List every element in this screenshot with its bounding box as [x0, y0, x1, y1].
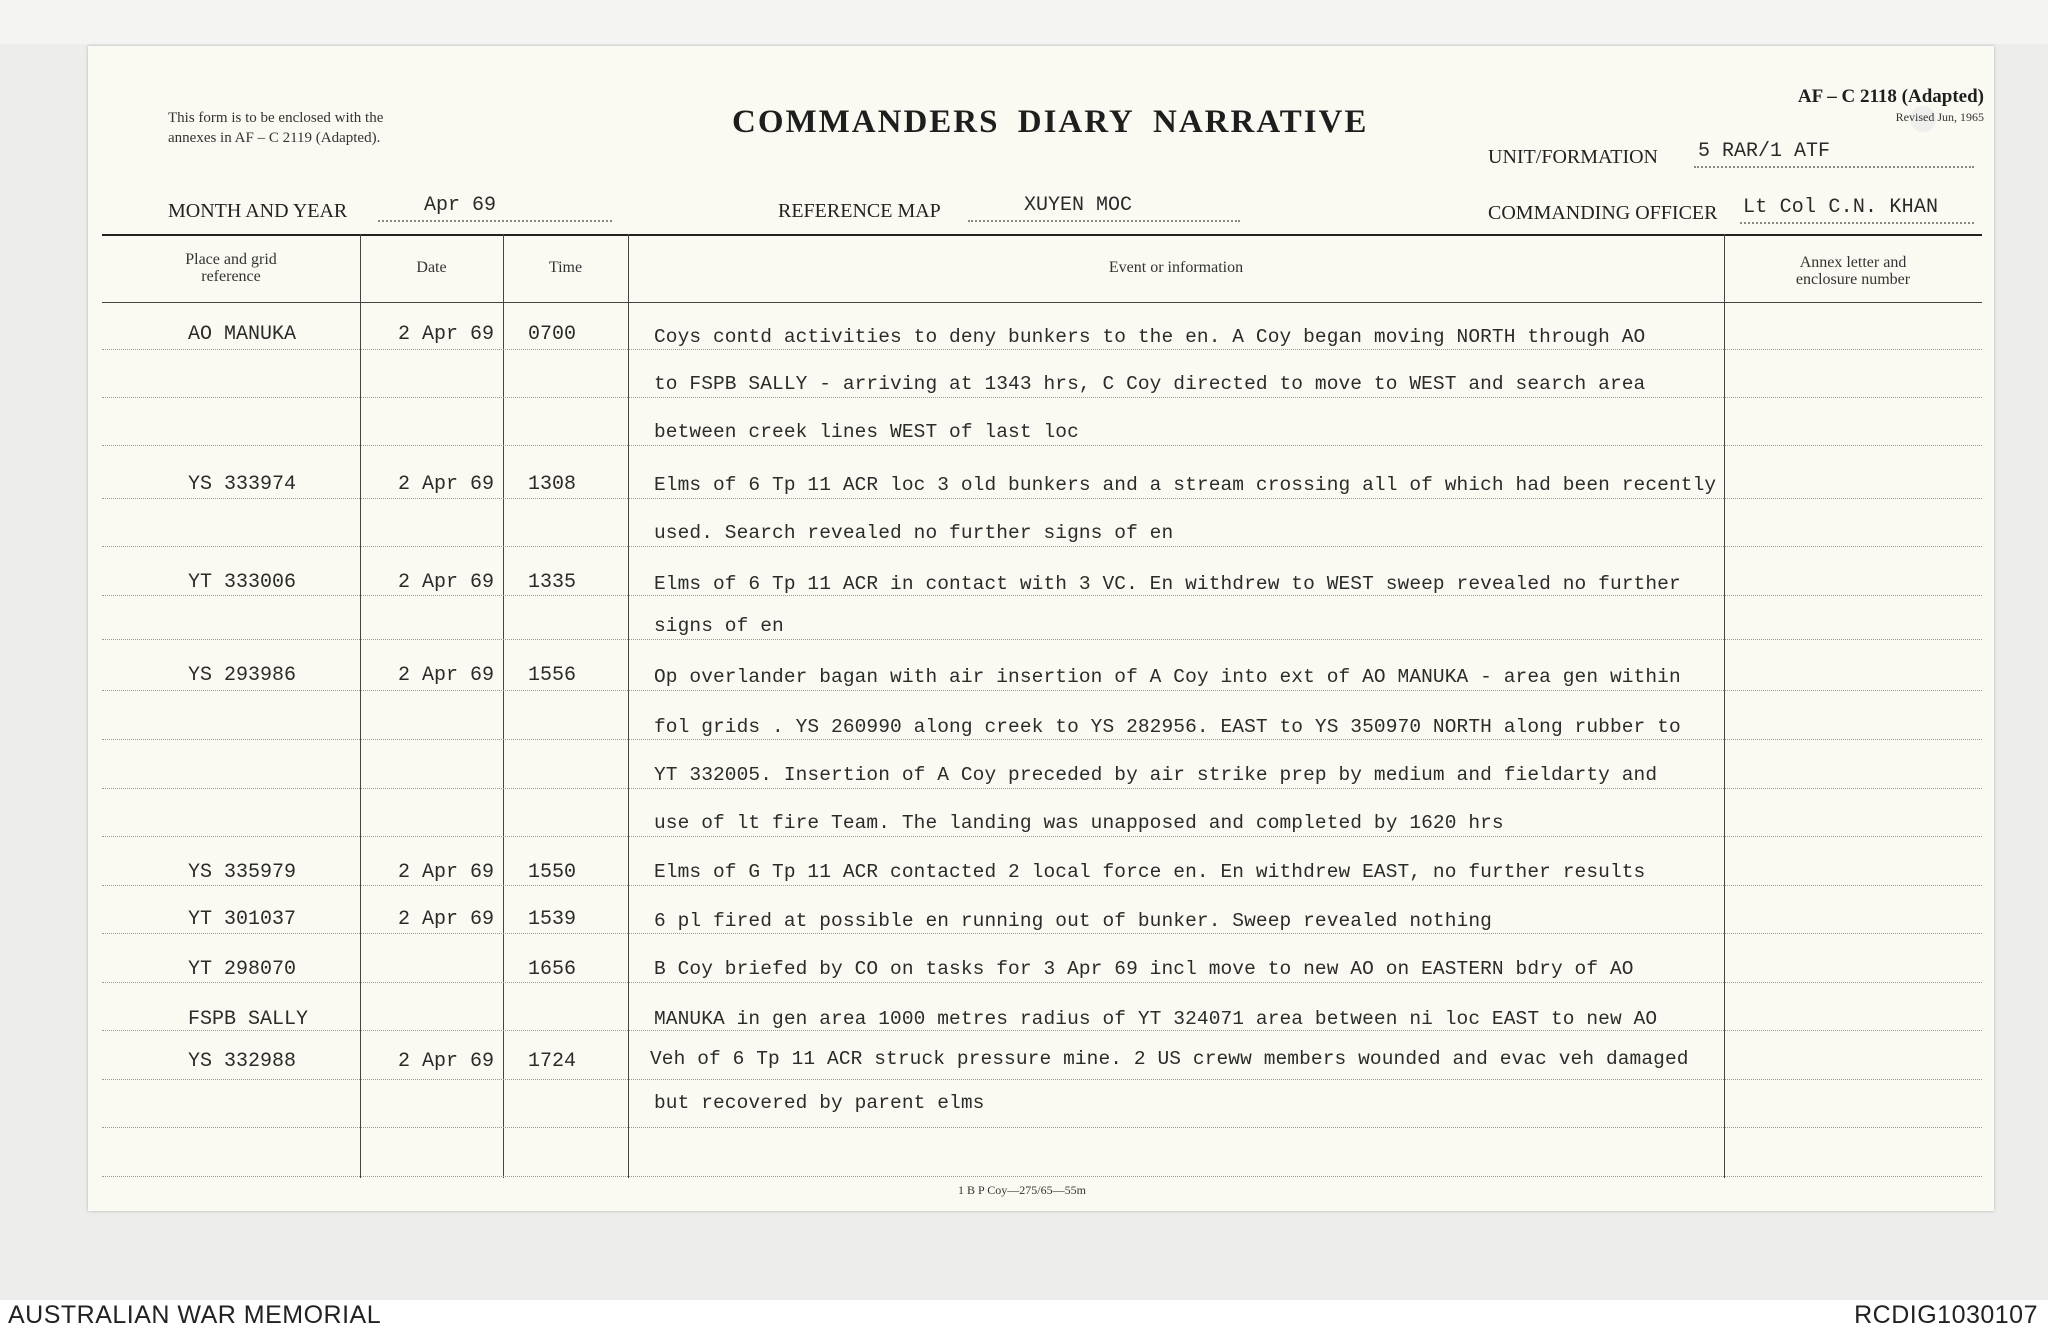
reference-map-dotted-line: [968, 220, 1240, 222]
column-head-annex-line-2: enclosure number: [1795, 271, 1911, 288]
entry-time: 1724: [528, 1050, 577, 1073]
entry-event-line: Coys contd activities to deny bunkers to the en. A Coy began moving NORTH through AO: [654, 326, 1646, 348]
unit-dotted-line: [1694, 166, 1974, 168]
entry-event-line: between creek lines WEST of last loc: [654, 421, 1079, 443]
column-head-place-line-1: Place and grid: [185, 251, 277, 268]
ruled-line: [102, 445, 1982, 446]
entry-place: YS 333974: [188, 473, 297, 496]
entry-event-line: Elms of 6 Tp 11 ACR in contact with 3 VC. En withdrew to WEST sweep revealed no further: [654, 573, 1681, 595]
entry-date: 2 Apr 69: [398, 908, 495, 931]
entry-event-line: Elms of 6 Tp 11 ACR loc 3 old bunkers and a stream crossing all of which had been recently: [654, 474, 1717, 496]
ruled-line: [102, 885, 1982, 886]
entry-event-line: use of lt fire Team. The landing was unapposed and completed by 1620 hrs: [654, 812, 1504, 834]
ruled-line: [102, 1030, 1982, 1031]
entry-place: FSPB SALLY: [188, 1008, 309, 1031]
table-header-rule: [102, 302, 1982, 303]
entry-event-line: fol grids . YS 260990 along creek to YS 282956. EAST to YS 350970 NORTH along rubber to: [654, 716, 1681, 738]
title-word-3: NARRATIVE: [1153, 104, 1369, 140]
entry-date: 2 Apr 69: [398, 473, 495, 496]
title-word-1: COMMANDERS: [732, 104, 1000, 140]
entry-event-line: Op overlander bagan with air insertion of A Coy into ext of AO MANUKA - area gen within: [654, 666, 1681, 688]
ruled-line: [102, 639, 1982, 640]
reference-map-label: REFERENCE MAP: [778, 200, 941, 222]
entry-date: 2 Apr 69: [398, 1050, 495, 1073]
unit-value: 5 RAR/1 ATF: [1698, 140, 1831, 163]
entry-place: YT 333006: [188, 571, 297, 594]
ruled-line: [102, 788, 1982, 789]
archive-caption-bar: [0, 1300, 2048, 1333]
column-head-annex: [1724, 254, 1982, 288]
entry-time: 1550: [528, 861, 577, 884]
column-divider-4: [1724, 234, 1725, 1178]
reference-map-value: XUYEN MOC: [1024, 194, 1133, 217]
title-word-2: DIARY: [1017, 104, 1135, 140]
entry-time: 0700: [528, 323, 577, 346]
ruled-line: [102, 397, 1982, 398]
commanding-officer-value: Lt Col C.N. KHAN: [1743, 196, 1939, 219]
column-divider-2: [503, 234, 504, 1178]
entry-time: 1556: [528, 664, 577, 687]
column-divider-1: [360, 234, 361, 1178]
ruled-line: [102, 349, 1982, 350]
entry-place: YS 293986: [188, 664, 297, 687]
entry-event-line: 6 pl fired at possible en running out of bunker. Sweep revealed nothing: [654, 910, 1492, 932]
ruled-line: [102, 836, 1982, 837]
diary-form-sheet: [88, 46, 1994, 1211]
month-year-value: Apr 69: [424, 194, 497, 217]
note-line-2: annexes in AF – C 2119 (Adapted).: [168, 130, 381, 146]
entry-date: 2 Apr 69: [398, 571, 495, 594]
printer-imprint: 1 B P Coy—275/65—55m: [958, 1183, 1086, 1197]
archive-institution-label: AUSTRALIAN WAR MEMORIAL: [8, 1301, 382, 1329]
entry-event-line: Veh of 6 Tp 11 ACR struck pressure mine. 2 US creww members wounded and evac veh damaged: [650, 1048, 1689, 1070]
entry-time: 1335: [528, 571, 577, 594]
form-revision: Revised Jun, 1965: [1895, 110, 1984, 124]
column-head-place-line-2: reference: [201, 268, 261, 285]
entry-date: 2 Apr 69: [398, 323, 495, 346]
month-year-dotted-line: [378, 220, 612, 222]
ruled-line: [102, 595, 1982, 596]
entry-event-line: used. Search revealed no further signs of en: [654, 522, 1174, 544]
ruled-line: [102, 739, 1982, 740]
ruled-line: [102, 690, 1982, 691]
archive-record-id: RCDIG1030107: [1854, 1301, 2038, 1329]
column-divider-3: [628, 234, 629, 1178]
column-head-event: Event or information: [1108, 259, 1244, 276]
entry-event-line: YT 332005. Insertion of A Coy preceded by air strike prep by medium and fieldarty and: [654, 764, 1658, 786]
entry-date: 2 Apr 69: [398, 861, 495, 884]
entry-time: 1308: [528, 473, 577, 496]
entry-place: YS 335979: [188, 861, 297, 884]
entry-event-line: Elms of G Tp 11 ACR contacted 2 local force en. En withdrew EAST, no further results: [654, 861, 1646, 883]
ruled-line: [102, 1079, 1982, 1080]
entry-place: AO MANUKA: [188, 323, 297, 346]
entry-event-line: but recovered by parent elms: [654, 1092, 985, 1114]
ruled-line: [102, 1127, 1982, 1128]
entry-date: 2 Apr 69: [398, 664, 495, 687]
table-top-rule: [102, 234, 1982, 236]
ruled-line: [102, 933, 1982, 934]
entry-event-line: to FSPB SALLY - arriving at 1343 hrs, C Coy directed to move to WEST and search area: [654, 373, 1646, 395]
scan-background-top: [0, 0, 2048, 44]
entry-event-line: signs of en: [654, 615, 784, 637]
ruled-line: [102, 1176, 1982, 1177]
entry-place: YS 332988: [188, 1050, 297, 1073]
form-title: [728, 104, 1369, 141]
commanding-officer-dotted-line: [1740, 222, 1974, 224]
ruled-line: [102, 982, 1982, 983]
entry-time: 1656: [528, 958, 577, 981]
month-year-label: MONTH AND YEAR: [168, 200, 348, 222]
column-head-time: Time: [548, 259, 583, 276]
unit-label: UNIT/FORMATION: [1488, 146, 1658, 168]
form-number: AF – C 2118 (Adapted): [1797, 86, 1984, 107]
entry-event-line: B Coy briefed by CO on tasks for 3 Apr 69 incl move to new AO on EASTERN bdry of AO: [654, 958, 1634, 980]
ruled-line: [102, 498, 1982, 499]
entry-place: YT 301037: [188, 908, 297, 931]
column-head-place: [102, 251, 360, 285]
ruled-line: [102, 546, 1982, 547]
column-head-date: Date: [416, 259, 447, 276]
commanding-officer-label: COMMANDING OFFICER: [1488, 202, 1718, 224]
entry-event-line: MANUKA in gen area 1000 metres radius of YT 324071 area between ni loc EAST to new AO: [654, 1008, 1658, 1030]
entry-time: 1539: [528, 908, 577, 931]
note-line-1: This form is to be enclosed with the: [168, 110, 384, 126]
entry-place: YT 298070: [188, 958, 297, 981]
form-instruction-note: [168, 108, 383, 148]
column-head-annex-line-1: Annex letter and: [1799, 254, 1907, 271]
